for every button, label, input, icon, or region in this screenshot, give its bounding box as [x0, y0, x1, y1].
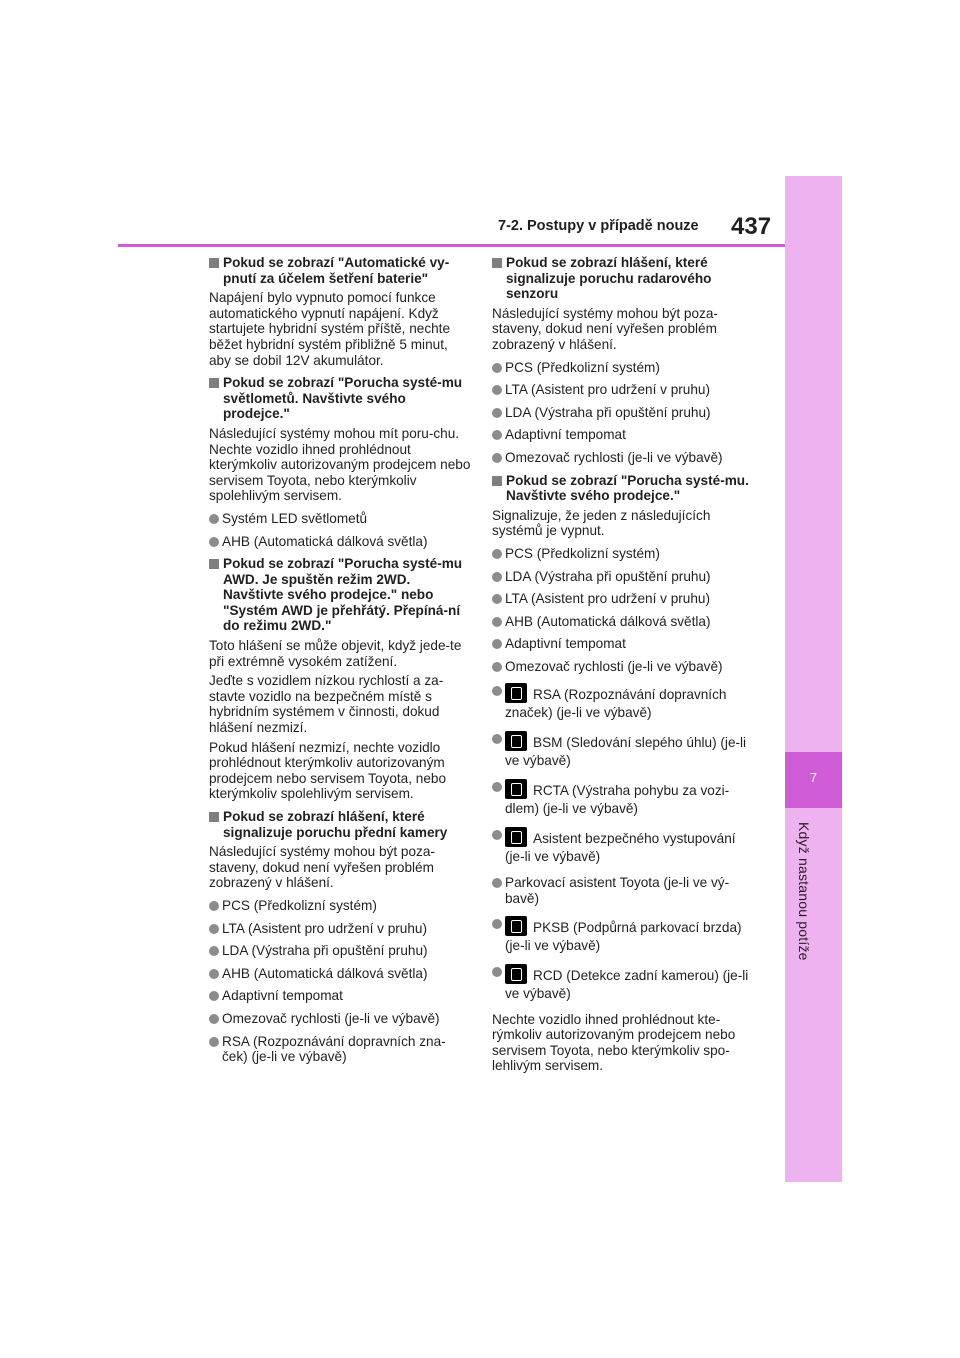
- chapter-number: 7: [809, 770, 818, 785]
- heading-square-icon: [209, 812, 219, 822]
- list-item: Adaptivní tempomat: [209, 988, 471, 1004]
- list-item: LDA (Výstraha při opuštění pruhu): [492, 405, 756, 421]
- heading-headlight-malfunction: Pokud se zobrazí "Porucha systé-mu světlometů. Navštivte svého prodejce.": [209, 375, 471, 422]
- paragraph: Napájení bylo vypnuto pomocí funkce automatického vypnutí napájení. Když startujete hybridní systém příště, nechte běžet hybridní systém přibližně 5 minut, aby se dobil 12V akumulátor.: [209, 290, 451, 368]
- bullet-icon: [492, 430, 502, 440]
- paragraph: Toto hlášení se může objevit, když jede-te při extrémně vysokém zatížení.: [209, 638, 462, 669]
- list-item: RSA (Rozpoznávání dopravních zna-ček) (je-li ve výbavě): [209, 1034, 471, 1065]
- heading-square-icon: [209, 258, 219, 268]
- bullet-icon: [209, 946, 219, 956]
- bullet-icon: [209, 901, 219, 911]
- bullet-icon: [209, 514, 219, 524]
- section-title: 7-2. Postupy v případě nouze: [498, 218, 699, 234]
- bullet-icon: [209, 1014, 219, 1024]
- bullet-icon: [492, 594, 502, 604]
- pksb-indicator-icon: [505, 916, 527, 936]
- paragraph: Následující systémy mohou mít poru-chu. Nechte vozidlo ihned prohlédnout kterýmkoliv autorizovaným prodejcem nebo servisem Toyota, nebo kterýmkoliv spolehlivým servisem.: [209, 425, 471, 504]
- heading-square-icon: [209, 559, 219, 569]
- chapter-side-tab: [785, 176, 842, 1182]
- bullet-icon: [209, 1037, 219, 1047]
- bullet-icon: [492, 639, 502, 649]
- list-item: LTA (Asistent pro udržení v pruhu): [209, 921, 471, 937]
- bullet-icon: [492, 385, 502, 395]
- list-item-bsm: BSM (Sledování slepého úhlu) (je-li ve výbavě): [492, 731, 756, 770]
- list-item-rcta: RCTA (Výstraha pohybu za vozi-dlem) (je-li ve výbavě): [492, 779, 756, 818]
- list-item-pksb: PKSB (Podpůrná parkovací brzda) (je-li ve výbavě): [492, 916, 756, 955]
- bullet-icon: [492, 363, 502, 373]
- heading-radar-sensor: Pokud se zobrazí hlášení, které signalizuje poruchu radarového senzoru: [492, 255, 756, 302]
- bullet-icon: [492, 919, 502, 929]
- bullet-icon: [209, 991, 219, 1001]
- bullet-icon: [492, 662, 502, 672]
- bullet-icon: [492, 686, 502, 696]
- paragraph: Následující systémy mohou být poza-staveny, dokud není vyřešen problém zobrazený v hlášení.: [209, 844, 435, 891]
- list-item: LDA (Výstraha při opuštění pruhu): [209, 943, 471, 959]
- rsa-indicator-icon: [505, 683, 527, 703]
- safe-exit-indicator-icon: [505, 827, 527, 847]
- bullet-icon: [492, 572, 502, 582]
- list-item-rsa: RSA (Rozpoznávání dopravních značek) (je-li ve výbavě): [492, 683, 756, 722]
- heading-system-malfunction: Pokud se zobrazí "Porucha systé-mu. Navštivte svého prodejce.": [492, 473, 756, 504]
- rcta-indicator-icon: [505, 779, 527, 799]
- list-item-parking-assist: Parkovací asistent Toyota (je-li ve vý-bavě): [492, 875, 756, 906]
- list-item: AHB (Automatická dálková světla): [209, 966, 471, 982]
- rcd-indicator-icon: [505, 964, 527, 984]
- bullet-icon: [492, 734, 502, 744]
- chapter-title: Když nastanou potíže: [796, 822, 812, 961]
- list-item-rcd: RCD (Detekce zadní kamerou) (je-li ve výbavě): [492, 964, 756, 1003]
- bullet-icon: [209, 924, 219, 934]
- bullet-icon: [492, 967, 502, 977]
- list-item: Omezovač rychlosti (je-li ve výbavě): [209, 1011, 471, 1027]
- list-item: LTA (Asistent pro udržení v pruhu): [492, 382, 756, 398]
- bullet-icon: [492, 878, 502, 888]
- list-item-safe-exit: Asistent bezpečného vystupování (je-li ve výbavě): [492, 827, 756, 866]
- paragraph: Signalizuje, že jeden z následujících systémů je vypnut.: [492, 507, 711, 539]
- bullet-icon: [492, 549, 502, 559]
- list-item: LDA (Výstraha při opuštění pruhu): [492, 569, 756, 585]
- list-item: Adaptivní tempomat: [492, 636, 756, 652]
- list-item: LTA (Asistent pro udržení v pruhu): [492, 591, 756, 607]
- list-item: Systém LED světlometů: [209, 511, 471, 527]
- right-column: [492, 255, 756, 1078]
- list-item: AHB (Automatická dálková světla): [209, 534, 471, 550]
- bullet-icon: [492, 453, 502, 463]
- heading-square-icon: [492, 476, 502, 486]
- list-item: Omezovač rychlosti (je-li ve výbavě): [492, 450, 756, 466]
- list-item: PCS (Předkolizní systém): [492, 360, 756, 376]
- bullet-icon: [492, 617, 502, 627]
- list-item: PCS (Předkolizní systém): [492, 546, 756, 562]
- list-item: Omezovač rychlosti (je-li ve výbavě): [492, 659, 756, 675]
- paragraph: Pokud hlášení nezmizí, nechte vozidlo prohlédnout kterýmkoliv autorizovaným prodejcem nebo servisem Toyota, nebo kterýmkoliv spolehlivým servisem.: [209, 739, 447, 802]
- paragraph: Nechte vozidlo ihned prohlédnout kte-rýmkoliv autorizovaným prodejcem nebo servisem Toyota, nebo kterýmkoliv spo-lehlivým servisem.: [492, 1011, 736, 1074]
- heading-auto-power-off: Pokud se zobrazí "Automatické vy-pnutí za účelem šetření baterie": [209, 255, 471, 286]
- heading-awd-malfunction: Pokud se zobrazí "Porucha systé-mu AWD. Je spuštěn režim 2WD. Navštivte svého prodejce." nebo "Systém AWD je přehřátý. Přepíná-ní do režimu 2WD.": [209, 556, 471, 634]
- bullet-icon: [209, 537, 219, 547]
- page-number: 437: [731, 213, 772, 240]
- paragraph: Jeďte s vozidlem nízkou rychlostí a za-stavte vozidlo na bezpečném místě s hybridním systémem v činnosti, dokud hlášení nezmizí.: [209, 673, 444, 736]
- list-item: Adaptivní tempomat: [492, 427, 756, 443]
- list-item: PCS (Předkolizní systém): [209, 898, 471, 914]
- bullet-icon: [492, 830, 502, 840]
- bullet-icon: [492, 408, 502, 418]
- bullet-icon: [492, 782, 502, 792]
- list-item: AHB (Automatická dálková světla): [492, 614, 756, 630]
- bsm-indicator-icon: [505, 731, 527, 751]
- heading-front-camera: Pokud se zobrazí hlášení, které signalizuje poruchu přední kamery: [209, 809, 471, 840]
- header-rule: [118, 244, 785, 247]
- bullet-icon: [209, 969, 219, 979]
- left-column: [209, 255, 471, 1072]
- heading-square-icon: [492, 258, 502, 268]
- heading-square-icon: [209, 378, 219, 388]
- paragraph: Následující systémy mohou být poza-staveny, dokud není vyřešen problém zobrazený v hlášení.: [492, 305, 718, 352]
